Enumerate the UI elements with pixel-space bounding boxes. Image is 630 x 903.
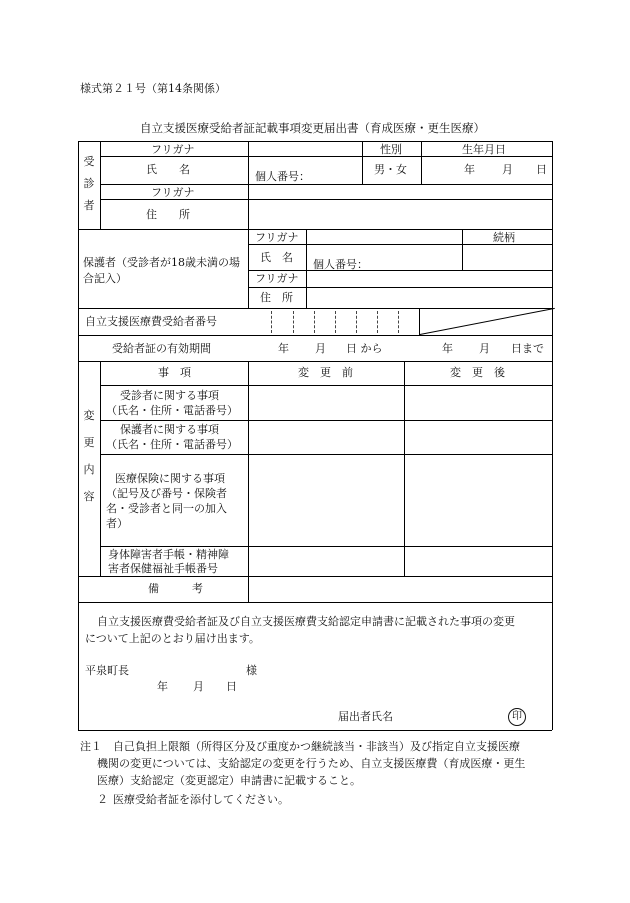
honorific: 様 — [246, 664, 257, 677]
validity-label: 受給者証の有効期間 — [112, 342, 211, 355]
declaration-line1: 自立支援医療費受給者証及び自立支援医療費支給認定申請書に記載された事項の変更 — [97, 615, 515, 628]
guardian-furigana2-label: フリガナ — [255, 272, 299, 285]
note2-text: 医療受給者証を添付してください。 — [113, 793, 289, 806]
validity-year2: 年 — [442, 342, 453, 355]
validity-day-until: 日まで — [511, 342, 544, 355]
birth-month-label: 月 — [502, 163, 513, 176]
addressee: 平泉町長 — [85, 664, 129, 677]
patient-furigana-label: フリガナ — [151, 143, 195, 156]
birth-year-label: 年 — [464, 163, 475, 176]
col-after-header: 変 更 後 — [450, 366, 505, 379]
validity-day-from: 日 から — [346, 342, 383, 355]
patient-section-label: 受 診 者 — [83, 155, 95, 212]
birth-day-label: 日 — [536, 163, 547, 176]
guardian-individual-number-label: 個人番号： — [313, 258, 368, 271]
note1-line3: 医療）支給認定（変更認定）申請書に記載すること。 — [97, 774, 361, 787]
form-title: 自立支援医療受給者証記載事項変更届出書（育成医療・更生医療） — [140, 121, 485, 135]
patient-furigana2-label: フリガナ — [151, 186, 195, 199]
patient-address-label: 住 所 — [146, 208, 190, 221]
note1-line1: 自己負担上限額（所得区分及び重度かつ継続該当・非該当）及び指定自立支援医療 — [113, 740, 520, 753]
validity-month2: 月 — [479, 342, 490, 355]
row-guardian-item-line1: 保護者に関する事項 — [120, 423, 219, 436]
note1-line2: 機関の変更については、支給認定の変更を行うため、自立支援医療費（育成医療・更生 — [97, 757, 526, 770]
validity-month1: 月 — [315, 342, 326, 355]
row-handbook-line1: 身体障害者手帳・精神障 — [108, 548, 229, 561]
row-patient-item-line1: 受診者に関する事項 — [120, 389, 219, 402]
recipient-number-label: 自立支援医療費受給者番号 — [85, 315, 217, 328]
row-patient-item-line2: （氏名・住所・電話番号） — [106, 404, 238, 417]
date-year-label: 年 — [157, 680, 168, 693]
col-item-header: 事 項 — [158, 366, 191, 379]
validity-year1: 年 — [278, 342, 289, 355]
remarks-label: 備 考 — [148, 582, 203, 595]
note2-label: ２ — [97, 793, 108, 806]
patient-name-label: 氏 名 — [146, 163, 190, 176]
row-insurance-line3: 名・受診者と同一の加入 — [106, 502, 227, 515]
guardian-relation-label: 続柄 — [493, 231, 515, 244]
row-insurance-line4: 者） — [106, 517, 128, 530]
row-guardian-item-line2: （氏名・住所・電話番号） — [106, 438, 238, 451]
gender-value[interactable]: 男・女 — [374, 163, 407, 176]
col-before-header: 変 更 前 — [298, 366, 353, 379]
gender-header: 性別 — [380, 143, 402, 156]
birth-header: 生年月日 — [462, 143, 506, 156]
seal-icon: 印 — [508, 708, 526, 726]
date-month-label: 月 — [193, 680, 204, 693]
row-handbook-line2: 害者保健福祉手帳番号 — [108, 562, 218, 575]
guardian-furigana-label: フリガナ — [255, 231, 299, 244]
guardian-name-label: 氏 名 — [260, 251, 293, 264]
row-insurance-line2: （記号及び番号・保険者 — [106, 487, 227, 500]
patient-individual-number-label: 個人番号： — [255, 170, 310, 183]
row-insurance-line1: 医療保険に関する事項 — [115, 472, 225, 485]
note1-label: 注１ — [80, 740, 102, 753]
date-day-label: 日 — [226, 680, 237, 693]
guardian-address-label: 住 所 — [260, 291, 293, 304]
declaration-line2: について上記のとおり届け出ます。 — [85, 632, 260, 645]
applicant-name-label: 届出者氏名 — [338, 710, 393, 723]
changes-section-label: 変 更 内 容 — [83, 409, 95, 503]
form-number: 様式第２１号（第14条関係） — [80, 82, 226, 95]
guardian-label: 保護者（受診者が18歳未満の場合記入） — [83, 256, 240, 285]
